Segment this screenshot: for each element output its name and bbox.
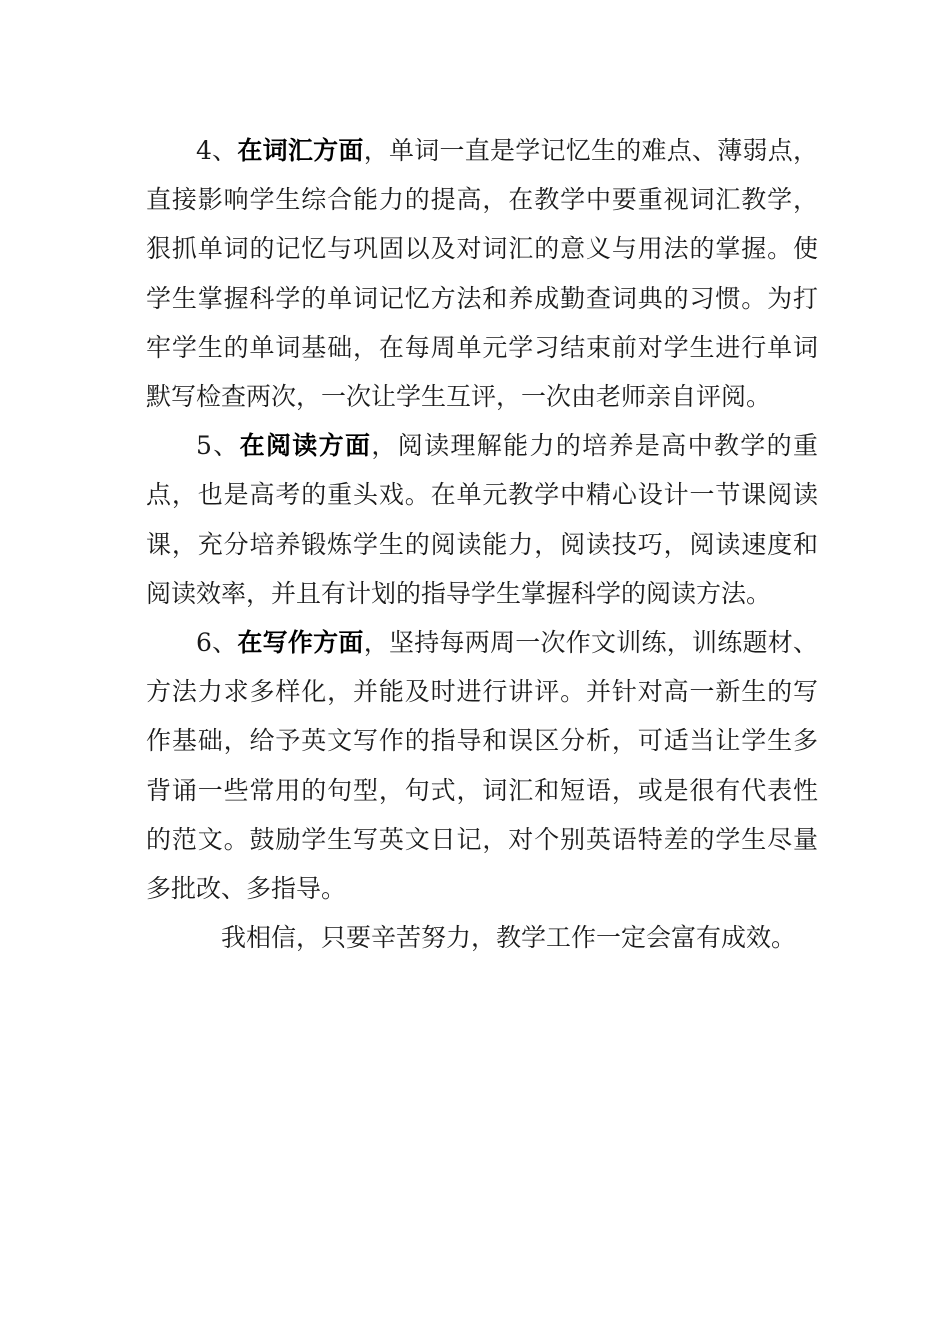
paragraph-heading: 在词汇方面 — [237, 136, 364, 165]
paragraph-number: 6、 — [196, 628, 238, 658]
paragraph-heading: 在阅读方面 — [239, 431, 372, 461]
paragraph-text: ，坚持每两周一次作文训练，训练题材、方法力求多样化，并能及时进行讲评。并针对高一新生的写作基础，给予英文写作的指导和误区分析，可适当让学生多背诵一些常用的句型，句式，词汇和短语，或是很有代表性的范文。鼓励学生写英文日记，对个别英语特差的学生尽量多批改、多指导。 — [146, 628, 818, 904]
paragraph-number: 5、 — [196, 431, 240, 461]
paragraph-vocabulary — [146, 126, 818, 421]
paragraph-text: ，阅读理解能力的培养是高中教学的重点，也是高考的重头戏。在单元教学中精心设计一节课阅读课，充分培养锻炼学生的阅读能力，阅读技巧，阅读速度和阅读效率，并且有计划的指导学生掌握科学的阅读方法。 — [146, 431, 818, 608]
document-body — [146, 126, 818, 962]
paragraph-heading: 在写作方面 — [237, 628, 364, 658]
paragraph-text: ，单词一直是学记忆生的难点、薄弱点，直接影响学生综合能力的提高，在教学中要重视词汇教学，狠抓单词的记忆与巩固以及对词汇的意义与用法的掌握。使学生掌握科学的单词记忆方法和养成勤查词典的习惯。为打牢学生的单词基础，在每周单元学习结束前对学生进行单词默写检查两次，一次让学生互评，一次由老师亲自评阅。 — [146, 136, 818, 412]
paragraph-number: 4、 — [196, 136, 238, 165]
closing-statement: 我相信，只要辛苦努力，教学工作一定会富有成效。 — [221, 923, 797, 953]
paragraph-writing — [146, 618, 818, 913]
paragraph-reading — [146, 421, 818, 618]
